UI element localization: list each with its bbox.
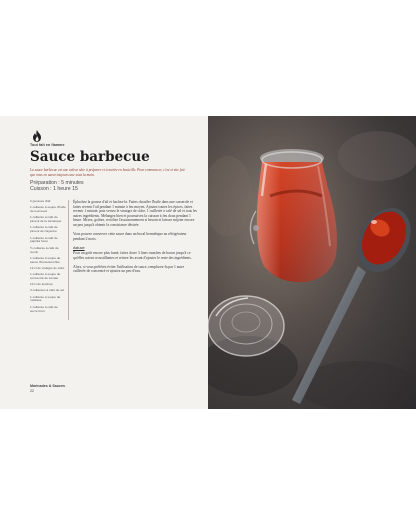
ingredient-list — [30, 200, 66, 316]
method-paragraph: Vous pouvez conserver cette sauce dans un bocal hermétique au réfrigérateur pendant 2 mois. — [73, 232, 187, 241]
ingredient-item: 3 cuillerées à café de sel — [30, 288, 65, 293]
tip-heading: Astuce — [73, 245, 85, 250]
ingredient-item: 1 cuillerée à café de sucre brun — [30, 304, 58, 313]
recipe-times — [30, 180, 84, 193]
section-label: Tout fait en flamme — [30, 143, 65, 147]
column-divider — [68, 200, 69, 320]
page-footer — [30, 384, 65, 393]
ingredient-item: 1 cuillerée à soupe de concentré de tomate — [30, 272, 61, 280]
ingredient-item: ½ cuillerée à café de cumin — [30, 245, 59, 254]
prep-time: Préparation : 5 minutes — [30, 180, 84, 186]
recipe-title: Sauce barbecue — [30, 149, 150, 165]
ingredient-item: 1 cuillerée à soupe de mélasse — [30, 294, 61, 303]
recipe-method — [73, 200, 197, 278]
sauce-photo — [208, 116, 416, 409]
flame-icon — [32, 130, 42, 142]
page-number: 22 — [30, 388, 34, 393]
ingredient-item: 1 cuillerée à soupe d'huile de tournesol — [30, 205, 66, 214]
method-paragraph: Épluchez la gousse d'ail et hachez-la. Faites chauffer l'huile dans une casserole et faites revenir l'ail pendant 1 minute à feu moyen. Ajoutez toutes les épices, faites revenir 1 minute, puis versez le vinaigre de cidre, 1 cuillerée à café de sel et tous les autres ingrédients. Mélangez bien et poursuivez la cuisson à feu doux pendant 1 heure. Mixez, goûtez, rectifiez l'assaisonnement si besoin et laissez mijoter encore un peu jusqu'à obtenir la consistance désirée. — [73, 200, 197, 227]
tip-paragraph: Alors, si vous préférez éviter l'utilisation de sauce, remplacez-la par 1 autre cuillerée de concentré et ajoutez un peu d'eau. — [73, 264, 185, 274]
ingredient-item: 2 gousses d'ail — [30, 199, 51, 203]
footer-section: Marinades & Sauces — [30, 384, 65, 388]
glass-lid — [208, 296, 284, 356]
ingredient-item: 1 cuillerée à café de piment de la Jamaïque — [30, 215, 62, 224]
tip-paragraph: Pour un goût encore plus fumé, faites dorer 3 fines tranches de bacon jusqu'à ce qu'elles soient croustillantes et retirez-les avant d'ajouter le reste des ingrédients. — [73, 250, 192, 260]
cook-time: Cuisson : 1 heure 15 — [30, 186, 78, 193]
ingredient-item: 1 cuillerée à café de piment de Cayenne — [30, 225, 58, 234]
book-spread — [0, 116, 416, 409]
ingredient-item: 1 cuillerée à café de paprika fumé — [30, 235, 58, 244]
photo-page — [208, 116, 416, 409]
recipe-intro: La sauce barbecue est une valeur sûre à préparer et à mettre en bouteille. Pour commencer, c'est si vite fait que vous en aurez toujours une sous la main. — [30, 168, 185, 177]
ingredient-item: 12 cl de vinaigre de cidre — [30, 265, 65, 270]
ingredient-item: 10 cl de ketchup — [30, 282, 53, 287]
recipe-page — [0, 116, 208, 409]
ingredient-item: 1 cuillerée à soupe de sauce Worcestershire — [30, 255, 61, 264]
